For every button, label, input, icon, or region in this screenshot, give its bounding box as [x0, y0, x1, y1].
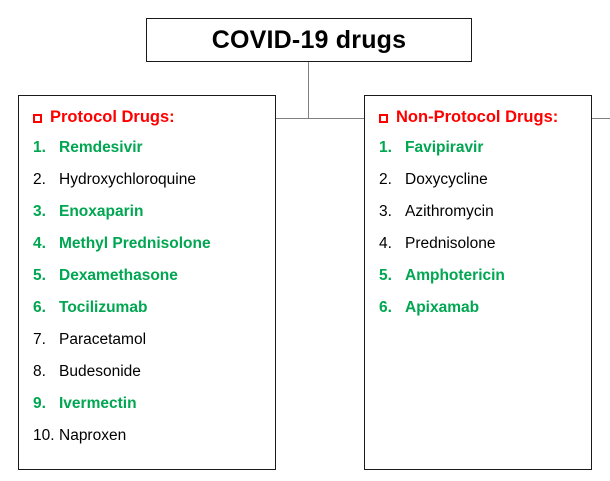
- list-item-label: Favipiravir: [405, 139, 484, 156]
- list-item: [379, 299, 577, 331]
- list-item-label: Doxycycline: [405, 171, 488, 188]
- list-item: [379, 171, 577, 203]
- list-item-number: 3.: [33, 203, 46, 220]
- list-item-label: Azithromycin: [405, 203, 494, 220]
- list-item: [33, 299, 261, 331]
- panel-nonprotocol-drugs: [364, 95, 592, 470]
- list-item: [33, 235, 261, 267]
- panel-protocol-heading-label: Protocol Drugs:: [50, 108, 175, 126]
- list-item-label: Naproxen: [59, 427, 127, 444]
- list-item-number: 5.: [33, 267, 46, 284]
- list-item-number: 4.: [33, 235, 46, 252]
- panel-protocol-heading: [33, 108, 261, 127]
- list-item-label: Hydroxychloroquine: [59, 171, 196, 188]
- list-item-number: 9.: [33, 395, 46, 412]
- red-square-bullet-icon: [379, 114, 388, 123]
- list-item-label: Budesonide: [59, 363, 141, 380]
- list-item-number: 7.: [33, 331, 46, 348]
- list-item: [379, 235, 577, 267]
- diagram-title-box: [146, 18, 472, 62]
- red-square-bullet-icon: [33, 114, 42, 123]
- list-item-number: 6.: [379, 299, 392, 316]
- protocol-drug-list: [33, 139, 261, 459]
- list-item-number: 8.: [33, 363, 46, 380]
- panel-nonprotocol-heading-label: Non-Protocol Drugs:: [396, 108, 559, 126]
- list-item: [33, 331, 261, 363]
- nonprotocol-drug-list: [379, 139, 577, 331]
- list-item: [379, 203, 577, 235]
- list-item: [33, 203, 261, 235]
- list-item-number: 10.: [33, 427, 55, 444]
- list-item-label: Ivermectin: [59, 395, 137, 412]
- list-item-label: Enoxaparin: [59, 203, 144, 220]
- list-item-number: 2.: [33, 171, 46, 188]
- list-item-number: 5.: [379, 267, 392, 284]
- list-item-label: Prednisolone: [405, 235, 496, 252]
- list-item-label: Methyl Prednisolone: [59, 235, 211, 252]
- page-title: COVID-19 drugs: [211, 25, 407, 54]
- list-item-label: Dexamethasone: [59, 267, 178, 284]
- list-item: [33, 171, 261, 203]
- panel-protocol-drugs: [18, 95, 276, 470]
- list-item: [33, 267, 261, 299]
- list-item: [33, 395, 261, 427]
- list-item-number: 3.: [379, 203, 392, 220]
- list-item: [379, 267, 577, 299]
- list-item-number: 6.: [33, 299, 46, 316]
- connector-vertical-line: [308, 62, 309, 118]
- list-item-label: Apixamab: [405, 299, 480, 316]
- list-item-number: 1.: [33, 139, 46, 156]
- panel-nonprotocol-heading: [379, 108, 577, 127]
- list-item-label: Amphotericin: [405, 267, 505, 284]
- list-item-number: 2.: [379, 171, 392, 188]
- list-item: [33, 139, 261, 171]
- list-item-label: Paracetamol: [59, 331, 147, 348]
- list-item: [33, 427, 261, 459]
- list-item-number: 1.: [379, 139, 392, 156]
- list-item: [33, 363, 261, 395]
- list-item-number: 4.: [379, 235, 392, 252]
- list-item: [379, 139, 577, 171]
- list-item-label: Tocilizumab: [59, 299, 148, 316]
- list-item-label: Remdesivir: [59, 139, 143, 156]
